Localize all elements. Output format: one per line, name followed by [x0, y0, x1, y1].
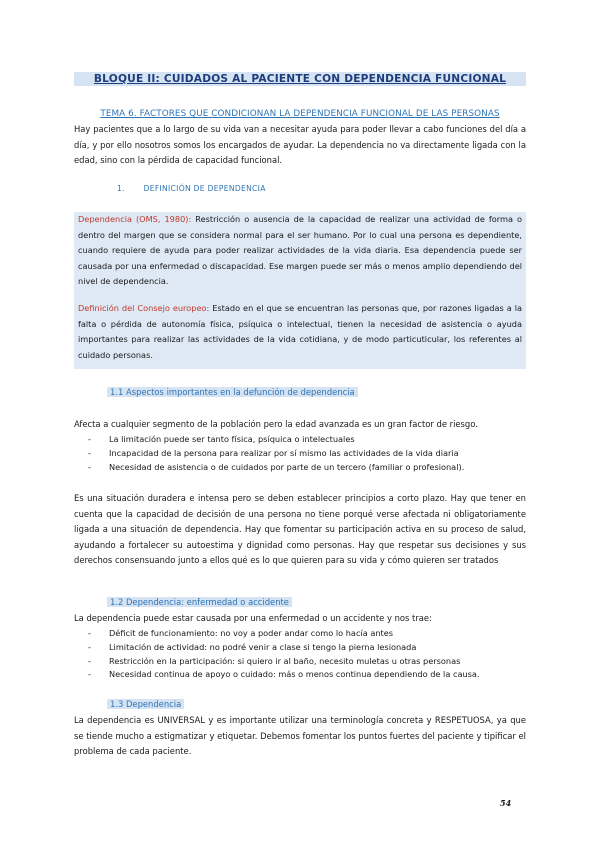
list-item: - La limitación puede ser tanto física, psíquica o intelectuales	[88, 434, 355, 444]
subsection-paragraph: Es una situación duradera e intensa pero se deben establecer principios a corto plazo. Hay que tener en cuenta que la capacidad de decisión de una persona no tiene porqué verse afectada ni obligatoriamente ligada a una situación de dependencia. Hay que fomentar su participación activa en su proceso de salud, ayudando a fortalecer su autoestima y dignidad como personas. Hay que respetar sus decisiones y sus derechos consensuando junto a ellos qué es lo que quieren para su vida y cómo quieren ser tratados	[74, 493, 526, 566]
bullet-list	[88, 627, 528, 682]
page-number: 54	[500, 798, 512, 808]
list-item: - Restricción en la participación: si quiero ir al baño, necesito muletas u otras personas	[88, 655, 461, 666]
definition-box	[74, 212, 526, 369]
definition-term: Dependencia (OMS, 1980):	[78, 214, 192, 224]
list-item: - Incapacidad de la persona para realizar por sí mismo las actividades de la vida diaria	[88, 447, 459, 458]
subsection-lead: Afecta a cualquier segmento de la población pero la edad avanzada es un gran factor de riesgo.	[74, 419, 478, 429]
definition-term: Definición del Consejo europeo:	[78, 302, 210, 313]
definition-text: Estado en el que se encuentran las personas que, por razones ligadas a la falta o pérdida de autonomía física, psíquica o intelectual, tienen la necesidad de asistencia o ayuda importantes para realizar las actividades de la vida cotidiana, y de modo particuticular, los referentes al cuidado personas.	[78, 302, 522, 360]
bullet-list	[88, 433, 528, 474]
topic-title: TEMA 6. FACTORES QUE CONDICIONAN LA DEPENDENCIA FUNCIONAL DE LAS PERSONAS	[100, 109, 500, 119]
subsection-heading: 1.3 Dependencia	[107, 699, 184, 709]
section-number: 1.	[117, 184, 125, 193]
list-item: - Limitación de actividad: no podré venir a clase si tengo la pierna lesionada	[88, 641, 417, 652]
list-item: - Déficit de funcionamiento: no voy a poder andar como lo hacía antes	[88, 628, 394, 638]
list-item: - Necesidad continua de apoyo o cuidado: más o menos continua dependiendo de la causa.	[88, 669, 480, 680]
list-item: - Necesidad de asistencia o de cuidados por parte de un tercero (familiar o profesional).	[88, 461, 465, 472]
subsection-paragraph: La dependencia es UNIVERSAL y es importante utilizar una terminología concreta y RESPETUOSA, ya que se tiende mucho a estigmatizar y etiquetar. Debemos fomentar los puntos fuertes del paciente y tipificar el problema de cada paciente.	[74, 715, 526, 757]
intro-paragraph: Hay pacientes que a lo largo de su vida van a necesitar ayuda para poder llevar a cabo funciones del día a día, y por ello nosotros somos los encargados de ayudar. La dependencia no va directamente ligada con la edad, sino con la pérdida de capacidad funcional.	[74, 124, 526, 166]
subsection-heading: 1.2 Dependencia: enfermedad o accidente	[107, 597, 292, 607]
definition-oms	[78, 212, 522, 290]
definition-consejo	[78, 301, 522, 363]
subsection-lead: La dependencia puede estar causada por una enfermedad o un accidente y nos trae:	[74, 613, 432, 623]
block-title: BLOQUE II: CUIDADOS AL PACIENTE CON DEPENDENCIA FUNCIONAL	[74, 72, 526, 86]
section-title: DEFINICIÓN DE DEPENDENCIA	[143, 184, 266, 193]
subsection-heading: 1.1 Aspectos importantes en la defunción de dependencia	[107, 387, 358, 397]
section-heading	[117, 184, 266, 193]
definition-text: Restricción o ausencia de la capacidad de realizar una actividad de forma o dentro del margen que se considera normal para el ser humano. Por lo cual una persona es dependiente, cuando requiere de ayuda para poder realizar actividades de la vida diaria. Esa dependencia puede ser causada por una enfermedad o discapacidad. Ese margen puede ser más o menos amplio dependiendo del nivel de dependencia.	[78, 214, 522, 287]
